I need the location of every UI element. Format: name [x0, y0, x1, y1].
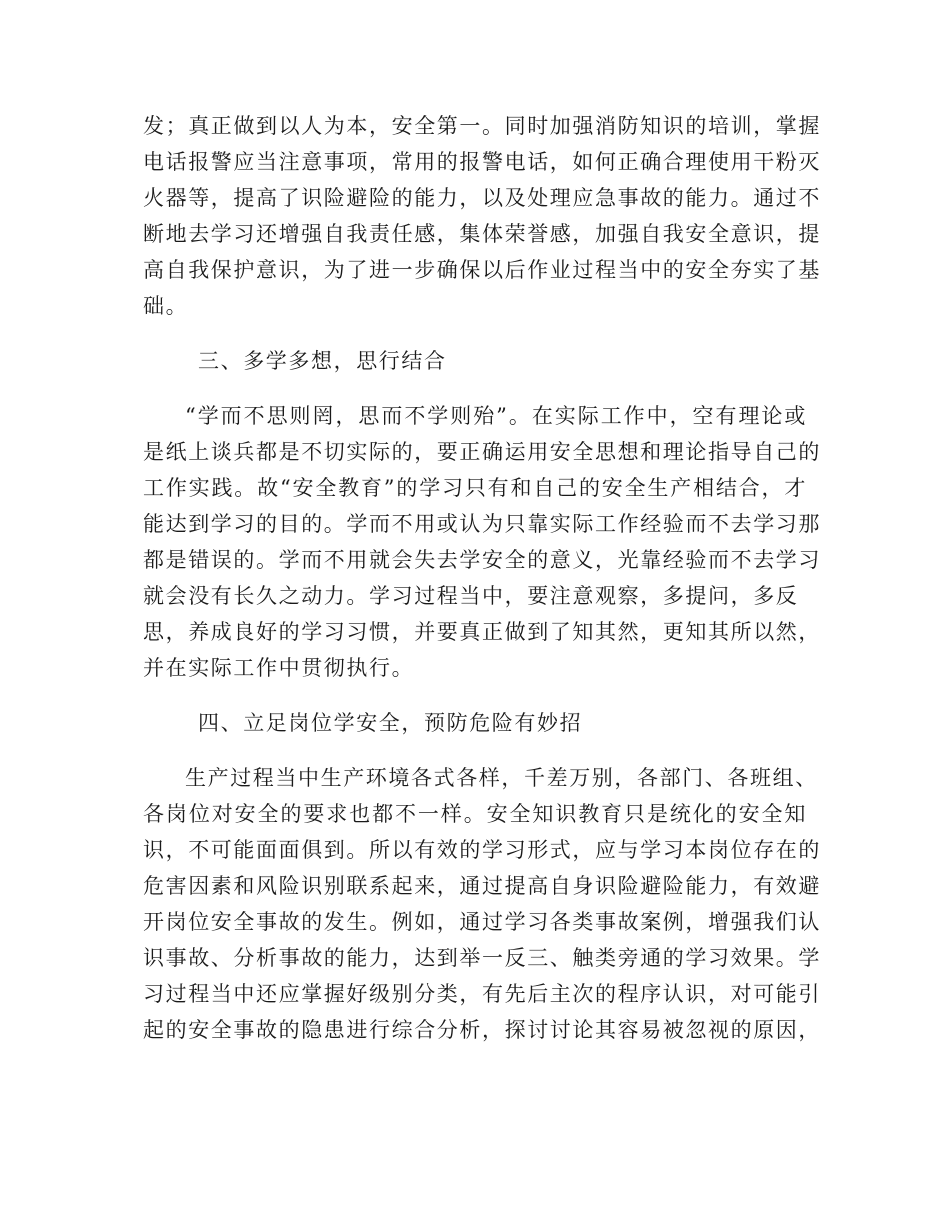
paragraph-line: 识事故、分析事故的能力，达到举一反三、触类旁通的学习效果。学: [143, 946, 821, 970]
paragraph-learning-and-thinking: [143, 398, 821, 686]
paragraph-line: 都是错误的。学而不用就会失去学安全的意义，光靠经验而不去学习: [143, 548, 821, 572]
paragraph-line: 起的安全事故的隐患进行综合分析，探讨讨论其容易被忽视的原因，: [143, 1018, 821, 1042]
paragraph-line: 是纸上谈兵都是不切实际的，要正确运用安全思想和理论指导自己的: [143, 440, 821, 464]
paragraph-line: 就会没有长久之动力。学习过程当中，要注意观察，多提问，多反: [143, 584, 799, 608]
paragraph-line: 发；真正做到以人为本，安全第一。同时加强消防知识的培训，掌握: [143, 114, 821, 138]
paragraph-line: 习过程当中还应掌握好级别分类，有先后主次的程序认识，对可能引: [143, 982, 821, 1006]
paragraph-line: 能达到学习的目的。学而不用或认为只靠实际工作经验而不去学习那: [143, 512, 821, 536]
paragraph-post-safety: [143, 760, 821, 1048]
paragraph-line: 电话报警应当注意事项，常用的报警电话，如何正确合理使用干粉灭: [143, 150, 821, 174]
paragraph-line: 各岗位对安全的要求也都不一样。安全知识教育只是统化的安全知: [143, 802, 807, 826]
paragraph-line: 工作实践。故“安全教育”的学习只有和自己的安全生产相结合，才: [143, 476, 807, 500]
paragraph-line: 火器等，提高了识险避险的能力，以及处理应急事故的能力。通过不: [143, 186, 821, 210]
paragraph-line: “学而不思则罔，思而不学则殆”。在实际工作中，空有理论或: [185, 404, 807, 428]
paragraph-safety-training: [143, 108, 821, 324]
paragraph-line: 危害因素和风险识别联系起来，通过提高自身识险避险能力，有效避: [143, 874, 821, 898]
paragraph-line: 并在实际工作中贯彻执行。: [143, 656, 415, 680]
section-heading-3: 三、多学多想，思行结合: [198, 349, 447, 373]
paragraph-line: 断地去学习还增强自我责任感，集体荣誉感，加强自我安全意识，提: [143, 222, 821, 246]
paragraph-line: 生产过程当中生产环境各式各样，千差万别，各部门、各班组、: [185, 766, 818, 790]
paragraph-line: 识，不可能面面俱到。所以有效的学习形式，应与学习本岗位存在的: [143, 838, 821, 862]
paragraph-line: 高自我保护意识，为了进一步确保以后作业过程当中的安全夯实了基: [143, 258, 821, 282]
paragraph-line: 思，养成良好的学习习惯，并要真正做到了知其然，更知其所以然，: [143, 620, 821, 644]
section-heading-4: 四、立足岗位学安全，预防危险有妙招: [198, 711, 583, 735]
paragraph-line: 开岗位安全事故的发生。例如，通过学习各类事故案例，增强我们认: [143, 910, 821, 934]
document-body: [143, 108, 821, 1048]
paragraph-line: 础。: [143, 294, 189, 318]
